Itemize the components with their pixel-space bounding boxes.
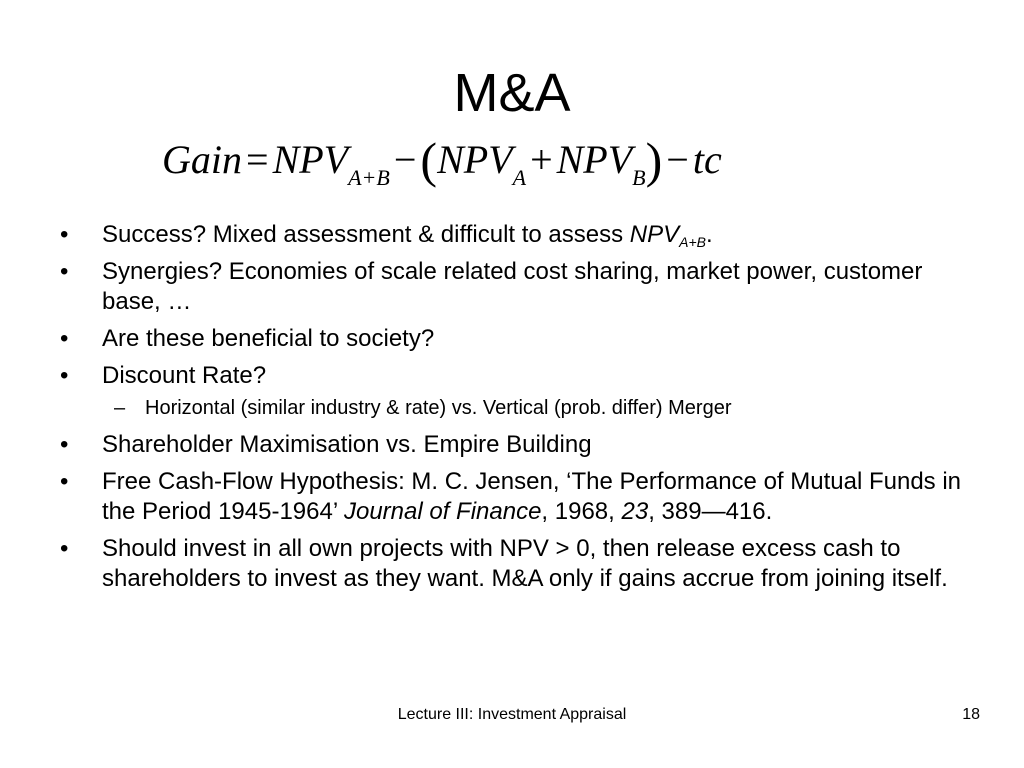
formula-lparen: (: [420, 132, 438, 188]
bullet-marker: •: [60, 221, 69, 248]
citation-pages: , 389—416.: [648, 498, 773, 525]
bullet-npv: NPV: [629, 221, 680, 248]
formula-npv-ab: NPV: [272, 137, 349, 182]
formula-minus-1: −: [393, 137, 417, 182]
formula-sub-a: A: [512, 165, 527, 190]
bullet-marker: •: [60, 325, 69, 352]
formula-gain: Gain: [162, 137, 242, 182]
formula-npv-a: NPV: [437, 137, 513, 182]
bullet-tail: .: [706, 221, 713, 248]
sub-bullet-merger: [58, 395, 978, 421]
page-number: 18: [962, 706, 980, 723]
bullet-text: Are these beneficial to society?: [102, 325, 435, 352]
bullet-text: Shareholder Maximisation vs. Empire Building: [102, 431, 592, 458]
bullet-shareholder: [58, 430, 978, 460]
bullet-marker: •: [60, 362, 69, 389]
bullet-free-cash-flow: [58, 467, 978, 527]
bullet-success: [58, 220, 978, 250]
bullet-synergies: [58, 257, 978, 317]
sub-bullet-marker: –: [114, 397, 126, 419]
citation-year: , 1968,: [541, 498, 622, 525]
bullet-text: Synergies? Economies of scale related cost sharing, market power, customer base, …: [102, 258, 923, 315]
bullet-text: Horizontal (similar industry & rate) vs. Vertical (prob. differ) Merger: [145, 397, 732, 419]
formula-sub-b: B: [632, 165, 646, 190]
formula-rparen: ): [645, 132, 663, 188]
bullet-text: Success? Mixed assessment & difficult to assess: [102, 221, 630, 248]
bullet-discount-rate: [58, 361, 978, 391]
slide-footer: Lecture III: Investment Appraisal: [397, 706, 627, 723]
bullet-marker: •: [60, 535, 69, 562]
formula-equals: =: [246, 137, 269, 182]
gain-formula: [162, 132, 722, 188]
bullet-list: [58, 220, 978, 601]
journal-name: Journal of Finance: [343, 498, 542, 525]
formula-minus-2: −: [666, 137, 689, 182]
bullet-text: Free Cash-Flow Hypothesis: M. C. Jensen, ‘The Performance of Mutual Funds in the Period 1945-1964’: [102, 468, 962, 525]
bullet-text: Should invest in all own projects with NPV > 0, then release excess cash to shareholders to invest as they want. M&A only if gains accrue from joining itself.: [102, 535, 948, 592]
bullet-marker: •: [60, 468, 69, 495]
formula-tc: tc: [692, 137, 722, 182]
slide-title: M&A: [453, 63, 571, 123]
formula-sub-ab: A+B: [348, 165, 390, 190]
formula-plus: +: [530, 137, 553, 182]
bullet-invest: [58, 534, 978, 594]
bullet-marker: •: [60, 431, 69, 458]
bullet-society: [58, 324, 978, 354]
bullet-marker: •: [60, 258, 69, 285]
citation-volume: 23: [621, 498, 649, 525]
bullet-text: Discount Rate?: [102, 362, 267, 389]
formula-npv-b: NPV: [556, 137, 633, 182]
bullet-npv-sub: A+B: [679, 234, 706, 250]
